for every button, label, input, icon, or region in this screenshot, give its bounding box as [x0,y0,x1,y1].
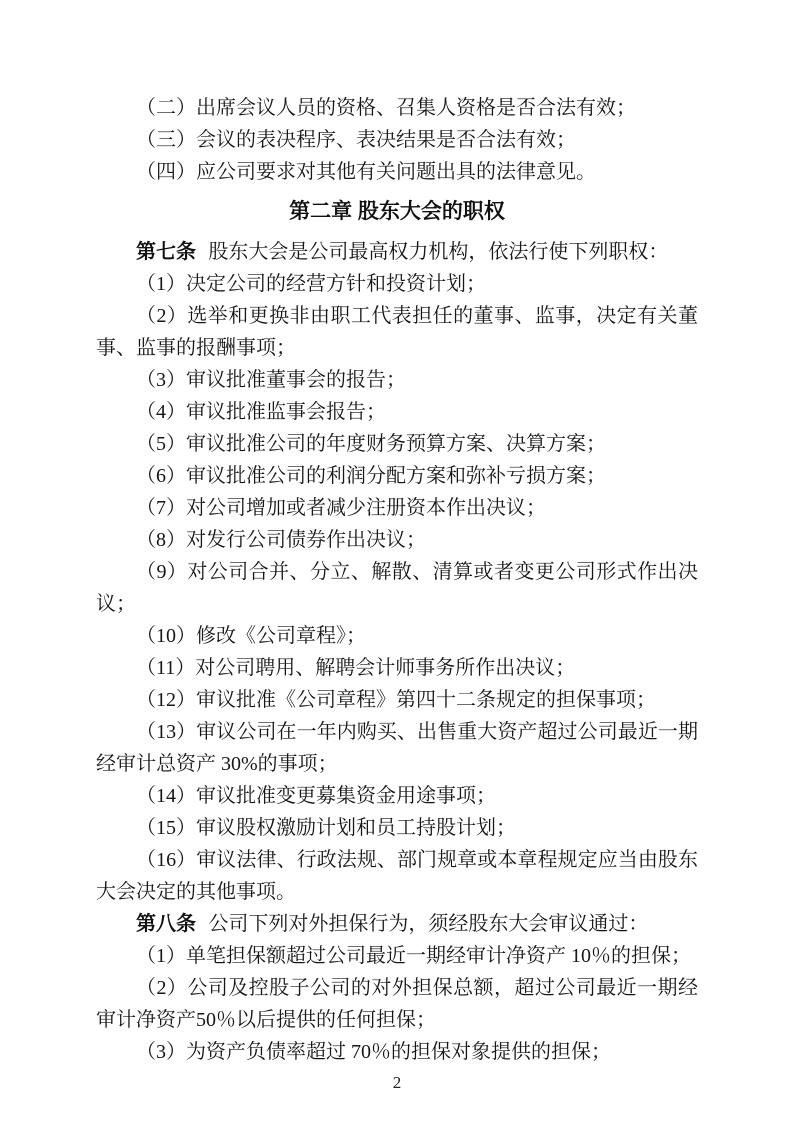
article-7-item: （1）决定公司的经营方针和投资计划； [136,273,486,295]
page-number: 2 [392,1073,402,1092]
article-7-intro [96,236,698,268]
article-7-item: （6）审议批准公司的利润分配方案和弥补亏损方案； [136,465,606,487]
clause-item: （二）出席会议人员的资格、召集人资格是否合法有效； [136,97,636,119]
article-7-item: （8）对发行公司债券作出决议； [136,529,426,551]
article-8-item: （2）公司及控股子公司的对外担保总额，超过公司最近一期经审计净资产50％以后提供的任何担保； [96,977,698,1031]
article-7-label: 第七条 [136,241,196,263]
article-7-item: （3）审议批准董事会的报告； [136,369,406,391]
article-7-item: （16）审议法律、行政法规、部门规章或本章程规定应当由股东大会决定的其他事项。 [96,849,698,903]
article-8-item: （3）为资产负债率超过 70％的担保对象提供的担保； [136,1041,611,1063]
article-7-item: （5）审议批准公司的年度财务预算方案、决算方案； [136,433,606,455]
article-7-item: （10）修改《公司章程》； [136,625,366,647]
article-7-item: （4）审议批准监事会报告； [136,401,386,423]
article-8-item: （1）单笔担保额超过公司最近一期经审计净资产 10％的担保； [136,945,691,967]
clause-item: （四）应公司要求对其他有关问题出具的法律意见。 [136,161,596,183]
chapter-heading: 第二章 股东大会的职权 [289,200,505,223]
article-7-item: （2）选举和更换非由职工代表担任的董事、监事，决定有关董事、监事的报酬事项； [96,305,698,359]
article-7-item: （9）对公司合并、分立、解散、清算或者变更公司形式作出决议； [96,561,698,615]
article-7-item: （15）审议股权激励计划和员工持股计划； [136,817,516,839]
article-7-item: （7）对公司增加或者减少注册资本作出决议； [136,497,546,519]
article-7-item: （11）对公司聘用、解聘会计师事务所作出决议； [136,657,576,679]
article-7-item: （14）审议批准变更募集资金用途事项； [136,785,496,807]
article-7-item: （12）审议批准《公司章程》第四十二条规定的担保事项； [136,689,656,711]
article-8-label: 第八条 [136,913,196,935]
clause-item: （三）会议的表决程序、表决结果是否合法有效； [136,129,576,151]
article-8-intro-text: 公司下列对外担保行为，须经股东大会审议通过： [208,913,649,935]
article-7-intro-text: 股东大会是公司最高权力机构，依法行使下列职权： [208,241,669,263]
article-7-item: （13）审议公司在一年内购买、出售重大资产超过公司最近一期经审计总资产 30%的事项； [96,721,698,775]
article-8-intro [96,908,698,940]
